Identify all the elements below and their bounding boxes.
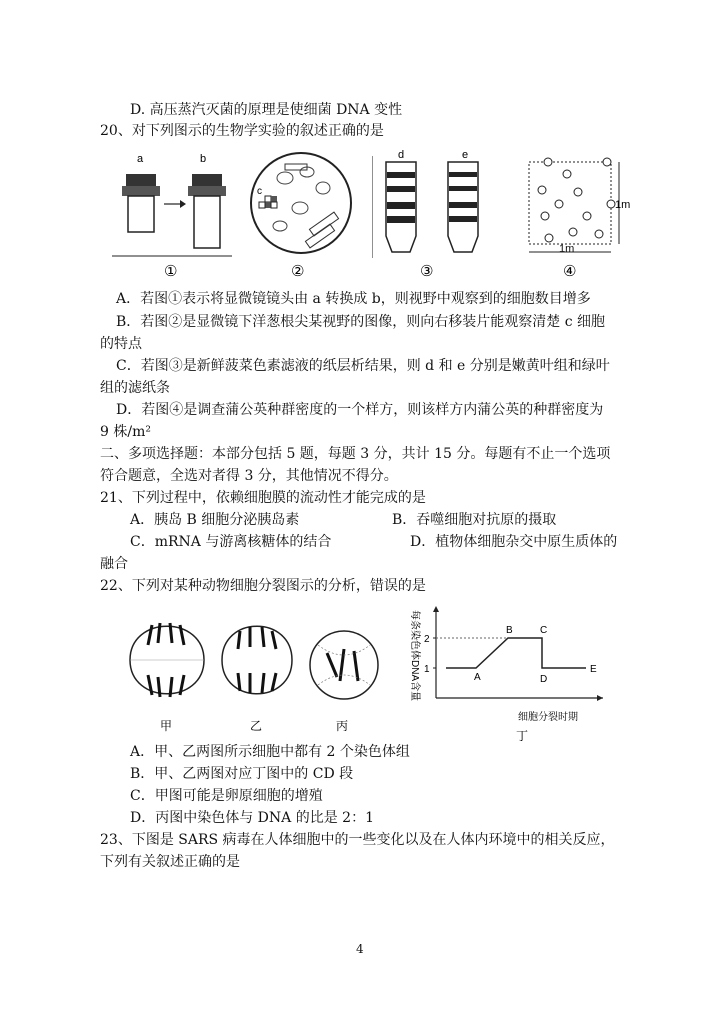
label-d: d (398, 149, 405, 161)
q19-option-d: D. 高压蒸汽灭菌的原理是使细菌 DNA 变性 (130, 102, 403, 118)
band-e-4 (449, 216, 477, 222)
plant (538, 186, 546, 194)
band-d-2 (387, 186, 415, 192)
graph-ylabel: 每条染色体DNA含量 (409, 610, 420, 702)
band-d-1 (387, 172, 415, 178)
graph-series-line (446, 638, 586, 668)
q21-option-a: A．胰岛 B 细胞分泌胰岛素 (130, 512, 300, 528)
q22-stem: 22、下列对某种动物细胞分裂图示的分析，错误的是 (100, 578, 426, 594)
lens-a-collar (122, 186, 160, 196)
label-e: e (462, 149, 469, 161)
cell-yi-membrane (222, 626, 292, 694)
label-b: b (200, 153, 207, 165)
label-a: a (137, 153, 144, 165)
q21-option-d-cont: 融合 (100, 556, 128, 572)
graph-point-label: D (540, 674, 548, 685)
figure-2-microscope-field (245, 148, 360, 283)
lens-b-barrel (194, 196, 220, 248)
plant (569, 228, 577, 236)
plant (595, 230, 603, 238)
plant (574, 188, 582, 196)
q22-option-b: B．甲、乙两图对应丁图中的 CD 段 (130, 766, 354, 782)
lens-a-barrel (128, 196, 154, 232)
plant (583, 212, 591, 220)
q22-graph-ding (388, 598, 628, 743)
graph-title: 丁 (516, 729, 529, 743)
small-cell (271, 196, 277, 202)
band-e-1 (449, 172, 477, 177)
graph-x-arrow (597, 695, 603, 701)
q21-option-b: B．吞噬细胞对抗原的摄取 (392, 512, 557, 528)
lens-b-thread (192, 174, 222, 186)
graph-layer (424, 606, 603, 701)
section2-heading: 二、多项选择题：本部分包括 5 题，每题 3 分，共计 15 分。每题有不止一个选项 (100, 446, 611, 462)
arrow-head (180, 200, 186, 208)
plant (545, 234, 553, 242)
figure-number-2: ② (291, 263, 305, 280)
q22-cell-diagrams (122, 605, 380, 735)
cell-label-jia: 甲 (160, 719, 173, 733)
q22-option-a: A．甲、乙两图所示细胞中都有 2 个染色体组 (130, 744, 410, 760)
figure-number-4: ④ (563, 263, 577, 280)
lens-a-thread (126, 174, 156, 186)
graph-point-label: C (540, 625, 548, 636)
band-e-3 (449, 202, 477, 208)
figure-3-chromatography-strips (372, 148, 502, 283)
graph-ytick-label: 1 (424, 664, 430, 675)
figure-1-objective-lenses (112, 148, 232, 283)
graph-y-arrow (433, 606, 439, 612)
plant (555, 200, 563, 208)
graph-point-label: B (506, 625, 513, 636)
band-d-4 (387, 216, 415, 223)
band-e-2 (449, 186, 477, 191)
q20-option-a: A．若图①表示将显微镜镜头由 a 转换成 b，则视野中观察到的细胞数目增多 (116, 291, 591, 307)
graph-point-label: E (590, 664, 597, 675)
q21-stem: 21、下列过程中，依赖细胞膜的流动性才能完成的是 (100, 490, 426, 506)
q23-stem: 23、下图是 SARS 病毒在人体细胞中的一些变化以及在人体内环境中的相关反应， (100, 832, 615, 848)
small-cell (265, 202, 271, 208)
q20-option-c: C．若图③是新鲜菠菜色素滤液的纸层析结果，则 d 和 e 分别是嫩黄叶组和绿叶 (116, 358, 610, 374)
figure-number-3: ③ (420, 263, 434, 280)
label-c: c (257, 186, 262, 197)
plant (541, 212, 549, 220)
q22-option-d: D．丙图中染色体与 DNA 的比是 2：1 (130, 810, 374, 826)
scale-label-vertical: 1m (615, 199, 631, 211)
plant (563, 170, 571, 178)
plant (544, 158, 552, 166)
cell-label-yi: 乙 (250, 719, 263, 733)
graph-ytick-label: 2 (424, 634, 430, 645)
q21-option-d: D．植物体细胞杂交中原生质体的 (410, 534, 618, 550)
scale-label-horizontal: 1m (559, 243, 575, 255)
q21-option-c: C．mRNA 与游离核糖体的结合 (130, 534, 332, 550)
q20-option-d: D．若图④是调查蒲公英种群密度的一个样方，则该样方内蒲公英的种群密度为 (116, 402, 604, 418)
figure-4-quadrat (515, 148, 640, 283)
q20-option-c-cont: 组的滤纸条 (100, 380, 170, 396)
graph-xlabel: 细胞分裂时期 (518, 712, 578, 723)
cell-bing-membrane (310, 631, 378, 699)
q22-option-c: C．甲图可能是卵原细胞的增殖 (130, 788, 323, 804)
page-number: 4 (356, 942, 364, 956)
plant (607, 200, 615, 208)
q20-option-d-cont: 9 株/m² (100, 424, 151, 440)
q20-option-b: B．若图②是显微镜下洋葱根尖某视野的图像，则向右移装片能观察清楚 c 细胞 (116, 314, 606, 330)
q20-option-b-cont: 的特点 (100, 336, 142, 352)
lens-b-collar (188, 186, 226, 196)
q23-stem-cont: 下列有关叙述正确的是 (100, 854, 240, 870)
graph-point-label: A (474, 672, 481, 683)
cell-label-bing: 丙 (336, 719, 349, 733)
band-d-3 (387, 202, 415, 209)
plant (603, 158, 611, 166)
section2-heading-cont: 符合题意，全选对者得 3 分，其他情况不得分。 (100, 468, 398, 484)
figure-number-1: ① (164, 263, 178, 280)
q20-stem: 20、对下列图示的生物学实验的叙述正确的是 (100, 123, 384, 139)
